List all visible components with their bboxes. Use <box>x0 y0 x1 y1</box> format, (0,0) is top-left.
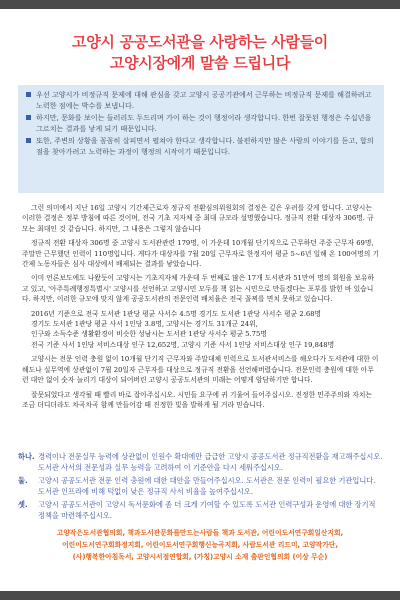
demand-number: 둘. <box>18 476 28 485</box>
title-line-1: 고양시 공공도서관을 사랑하는 사람들이 <box>72 33 328 51</box>
demand-text: 경력이나 전문실무 능력에 상관없이 인원수 확대에만 급급한 고양시 공공도서관 정규직전환을 재고해주십시오. 도서관 사서의 전문성과 실무 능력을 고려하여 이 기준안을 다시 세워주십시오. <box>38 452 383 472</box>
title-line-2: 고양시장에게 말씀 드립니다 <box>109 54 291 72</box>
statistic-line: 인구와 소득수준 생활환경이 비슷한 성남시는 도서관 1관당 사서수 평균 5.75명 <box>31 330 267 339</box>
statistic-line: 전국 기준 사서 1인당 서비스대상 인구 12,652명, 고양시 기준 사서 1인당 서비스대상 인구 19,848명 <box>31 340 335 349</box>
signatory-line: (사)행복한아침독서, 고양시서점연합회, (가칭)고양시 소재 출판인협의회 (이상 무순) <box>72 553 328 561</box>
bottom-bar <box>0 591 400 600</box>
square-bullet-icon <box>26 115 31 120</box>
square-bullet-icon <box>26 92 31 97</box>
signatories <box>0 527 400 563</box>
top-bar <box>0 0 400 9</box>
body-paragraph: 이미 언론보도에도 나왔듯이 고양시는 기초지자체 가운데 두 번째로 많은 17개 도서관과 51만여 명의 회원을 보유하고 있고, '아주특례행정특별시' 고양시를 선언하고 고양시민 모두를 책 읽는 시민으로 만들겠다는 포부를 밝힌 바 있습니다. 하지만, 이러한 규모에 맞지 않게 공공도서관의 전문인력 배치율은 전국 꼴찌를 면치 못하고 있습니다. <box>22 274 375 304</box>
demand-text: 고양시 공공도서관이 고양시 독서문화에 좀 더 크게 기여할 수 있도록 도서관 인력구성과 운영에 대한 장기적 정책을 마련해주십시오. <box>38 500 376 520</box>
signatory-line: 고양작은도서관협의회, 책과도서관문화를만드는사람들 책과 도서관, 어린이도서연구회일산지회, <box>56 529 344 537</box>
statistic-line: 경기도 도서관 1관당 평균 사서 1인당 3.8명, 고양시는 경기도 31개군 24위, <box>31 320 258 329</box>
demand-item <box>18 499 384 521</box>
signatory-line: 어린이도서연구회화정지회, 어린이도서연구회행신능곡지회, 사람도서관 리드미, 고양작가단, <box>62 541 338 549</box>
body-paragraph: 정규직 전환 대상자 306명 중 고양시 도서관관련 179명, 이 가운데 10개월 단기직으로 근무하던 주중 근무자 69명, 주말만 근무했던 인력이 110명입니다. 게다가 대상자를 7월 20일 근무자로 한정지어 평균 5~6년 일해 온 100여명의 기간제 노동자들은 심사 대상에서 배제되는 결과를 낳았습니다. <box>22 239 380 269</box>
demand-item <box>18 475 384 497</box>
body-paragraph: 고양시는 전문 인력 충원 없이 10개월 단기직 근무자와 주말대체 인력으로 도서관서비스를 해오다가 도서관에 대한 이해도나 실무역에 상관없이 7월 20일자 근무자를 대상으로 정규직 전환을 선언해버렸습니다. 전문인력 충원에 대한 아무런 대안 없이 숫자 늘리기 대상이 되어버린 고양시 공공도서관의 미래는 어떻게 암담하기만 합니다. <box>22 355 379 385</box>
demand-item <box>18 451 384 473</box>
letter-body <box>22 203 380 414</box>
demand-number: 셋. <box>18 500 28 509</box>
statistic-line: 2016년 기준으로 전국 도서관 1관당 평균 사서수 4.5명 경기도 도서관 1관당 사서수 평균 2.68명 <box>31 309 322 318</box>
body-paragraph: 그런 의미에서 지난 16일 고양시 기간제근로자 정규직 전환심의위원회의 결정은 깊은 우려를 갖게 합니다. 고양시는 이러한 결정은 정부 방침에 따른 것이며, 전국 기초 지자체 중 최대 규모라 설명했습니다. 정규직 전환 대상자 306명. 규모는 최대인 것 같습니다. 하지만, 그 내용은 그렇지 않습니다 <box>22 204 374 233</box>
page-title <box>0 32 400 74</box>
demands-list <box>18 451 384 523</box>
demand-text: 고양시 공공도서관 전문 인력 충원에 대한 대안을 만들어주십시오. 도서관은 전문 인력이 필요한 기관입니다. 도서관 인프라에 비해 턱없이 낮은 정규직 사서 비율을 높여주십시오. <box>38 476 376 496</box>
body-paragraph: 잘못되었다고 생각될 때 빨리 바로 잡아주십시오. 시민들 요구에 귀 기울여 들어주십시오. 진정한 민주주의와 자치는 조금 더디더라도 차곡차곡 함께 만들어감 때 진정한 빛을 발하게 될 거라 믿습니다. <box>22 390 372 409</box>
intro-item: 또한, 주변의 상황을 꼼꼼히 살피면서 펼쳐야 한다고 생각합니다. 불편하지만 많은 사람의 이야기를 듣고, 합의점을 찾아가려고 노력하는 과정이 행정의 시작이기 때문입니다. <box>26 135 376 157</box>
intro-item: 하지만, 문화를 보이는 들러리도 두드리며 가이 하는 것이 행정이라 생각합니다. 한번 잘못된 행정은 수십년을 그르치는 결과를 낳게 되기 때문입니다. <box>26 112 376 134</box>
intro-box <box>18 85 384 193</box>
square-bullet-icon <box>26 138 31 143</box>
demand-number: 하나. <box>18 452 35 461</box>
intro-item: 우선 고양시가 비정규직 문제에 대해 관심을 갖고 고양시 공공기관에서 근무하는 비정규직 문제를 해결하려고 노력한 점에는 박수를 보냅니다. <box>26 89 376 111</box>
